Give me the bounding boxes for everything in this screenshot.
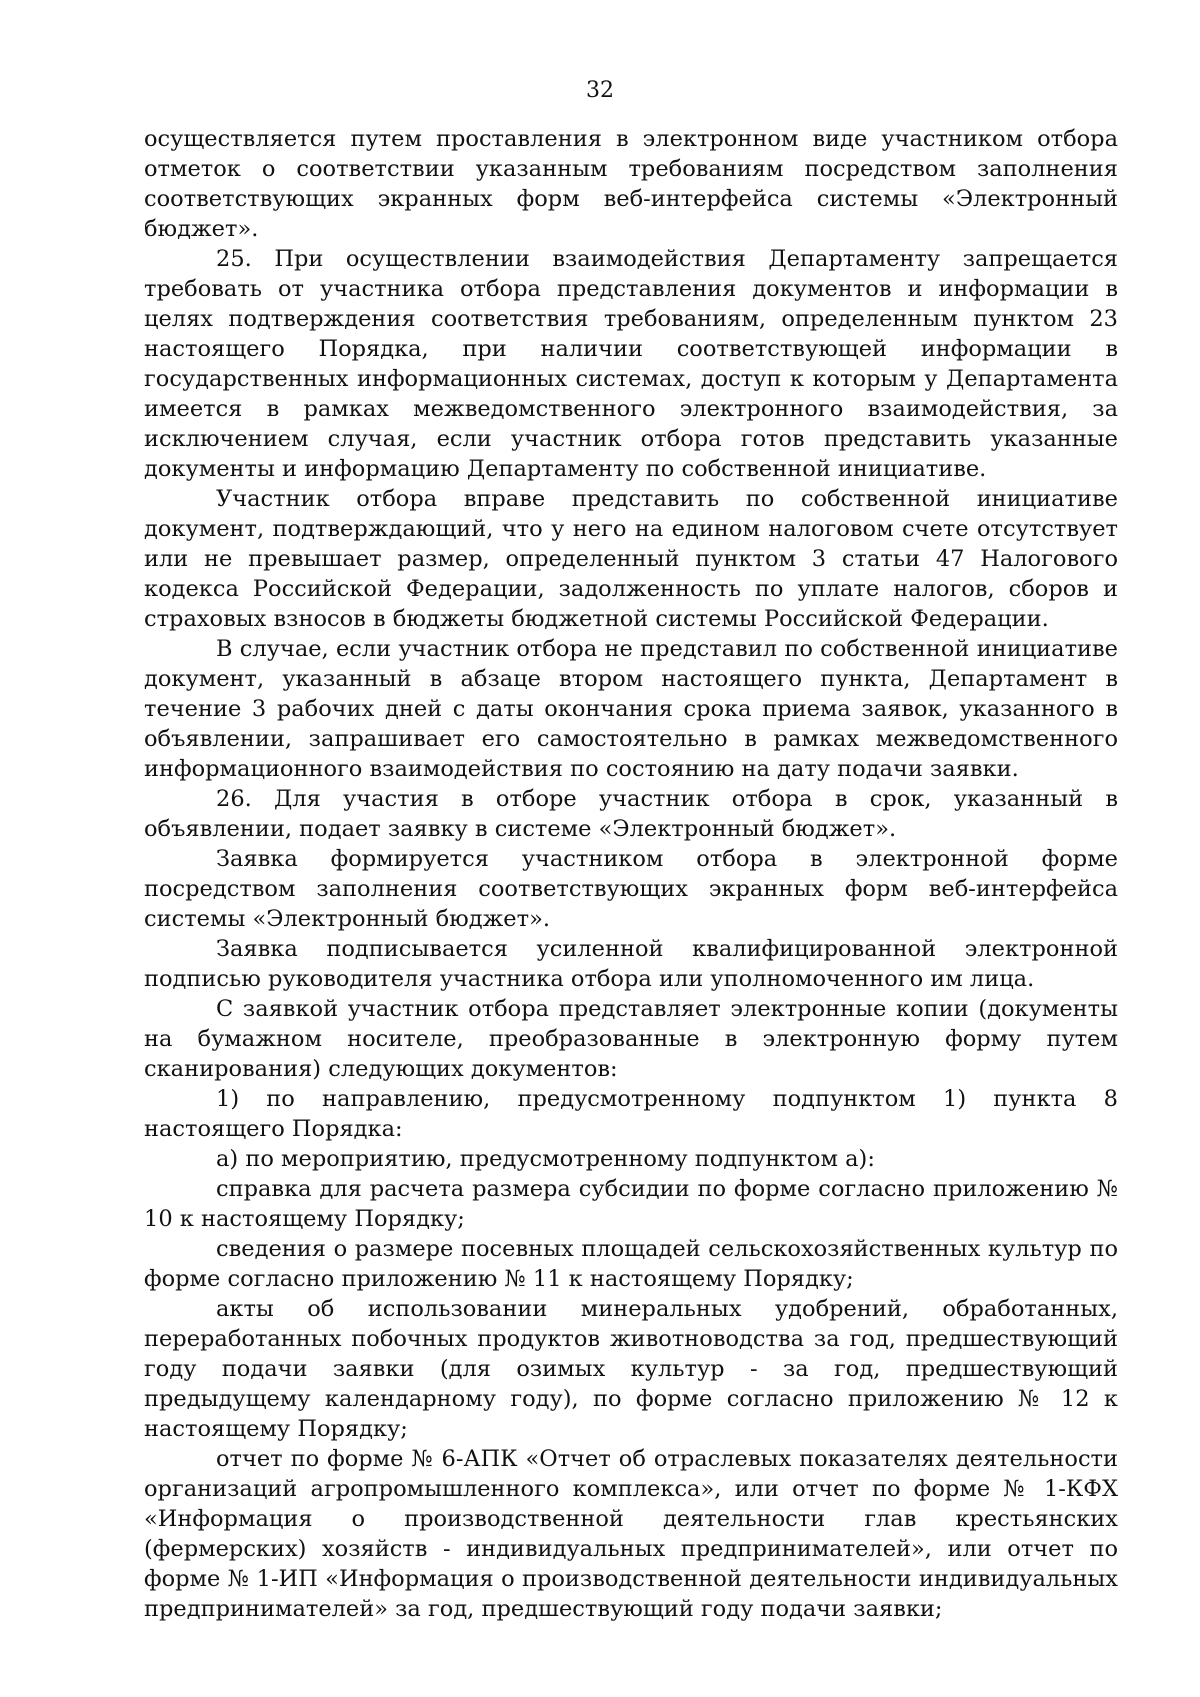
paragraph: акты об использовании минеральных удобрений, обработанных, переработанных побочных продуктов животноводства за год, предшествующий году подачи заявки (для озимых культур - за год, предшествующий предыдущему календарному году), по форме согласно приложению № 12 к настоящему Порядку; [144, 1296, 1118, 1442]
paragraph: отчет по форме № 6-АПК «Отчет об отраслевых показателях деятельности организаций агропромышленного комплекса», или отчет по форме № 1-КФХ «Информация о производственной деятельности глав крестьянских (фермерских) хозяйств - индивидуальных предпринимателей», или отчет по форме № 1-ИП «Информация о производственной деятельности индивидуальных предпринимателей» за год, предшествующий году подачи заявки; [144, 1446, 1118, 1622]
document-body [144, 124, 1118, 1624]
paragraph: сведения о размере посевных площадей сельскохозяйственных культур по форме согласно приложению № 11 к настоящему Порядку; [144, 1236, 1118, 1292]
paragraph: Заявка подписывается усиленной квалифицированной электронной подписью руководителя участника отбора или уполномоченного им лица. [144, 936, 1118, 992]
paragraph: осуществляется путем проставления в электронном виде участником отбора отметок о соответствии указанным требованиям посредством заполнения соответствующих экранных форм веб-интерфейса системы «Электронный бюджет». [144, 126, 1118, 242]
paragraph: справка для расчета размера субсидии по форме согласно приложению № 10 к настоящему Порядку; [144, 1176, 1118, 1232]
paragraph: 25. При осуществлении взаимодействия Департаменту запрещается требовать от участника отбора представления документов и информации в целях подтверждения соответствия требованиям, определенным пунктом 23 настоящего Порядка, при наличии соответствующей информации в государственных информационных системах, доступ к которым у Департамента имеется в рамках межведомственного электронного взаимодействия, за исключением случая, если участник отбора готов представить указанные документы и информацию Департаменту по собственной инициативе. [144, 246, 1118, 482]
paragraph: С заявкой участник отбора представляет электронные копии (документы на бумажном носителе, преобразованные в электронную форму путем сканирования) следующих документов: [144, 996, 1118, 1082]
paragraph: В случае, если участник отбора не представил по собственной инициативе документ, указанный в абзаце втором настоящего пункта, Департамент в течение 3 рабочих дней с даты окончания срока приема заявок, указанного в объявлении, запрашивает его самостоятельно в рамках межведомственного информационного взаимодействия по состоянию на дату подачи заявки. [144, 636, 1118, 782]
paragraph: 1) по направлению, предусмотренному подпунктом 1) пункта 8 настоящего Порядка: [144, 1086, 1118, 1142]
paragraph: Участник отбора вправе представить по собственной инициативе документ, подтверждающий, что у него на едином налоговом счете отсутствует или не превышает размер, определенный пунктом 3 статьи 47 Налогового кодекса Российской Федерации, задолженность по уплате налогов, сборов и страховых взносов в бюджеты бюджетной системы Российской Федерации. [144, 486, 1118, 632]
paragraph: Заявка формируется участником отбора в электронной форме посредством заполнения соответствующих экранных форм веб-интерфейса системы «Электронный бюджет». [144, 846, 1118, 932]
paragraph: а) по мероприятию, предусмотренному подпунктом а): [216, 1146, 875, 1172]
page-number: 32 [586, 78, 614, 103]
paragraph: 26. Для участия в отборе участник отбора в срок, указанный в объявлении, подает заявку в системе «Электронный бюджет». [144, 786, 1118, 842]
